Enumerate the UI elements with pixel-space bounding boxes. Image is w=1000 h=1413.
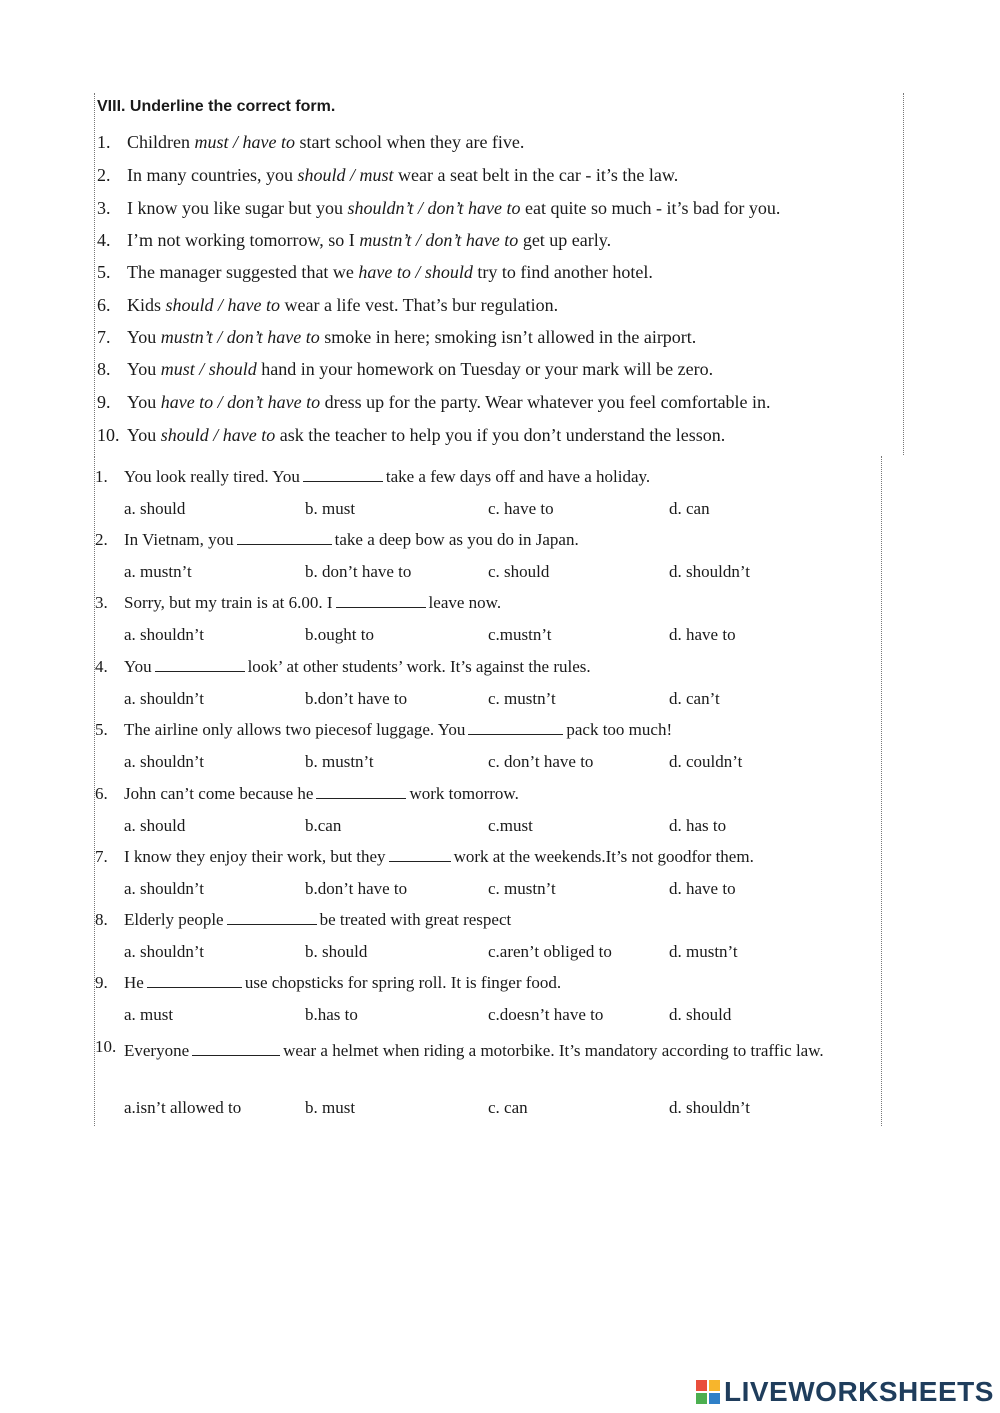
item-number: 6. [97, 295, 111, 315]
item-text-before: I know you like sugar but you [127, 198, 348, 218]
question-text-after: take a few days off and have a holiday. [385, 467, 651, 486]
choice-options[interactable]: mustn’t / don’t have to [359, 230, 519, 250]
choice-options[interactable]: must / should [160, 359, 257, 379]
answer-blank[interactable] [336, 593, 426, 608]
question-text-after: look’ at other students’ work. It’s against the rules. [247, 657, 591, 676]
option-a[interactable]: a. shouldn’t [124, 689, 204, 708]
answer-blank[interactable] [192, 1041, 280, 1056]
option-d[interactable]: d. shouldn’t [669, 562, 750, 581]
option-d[interactable]: d. have to [669, 625, 736, 644]
item-number: 4. [97, 230, 111, 250]
item-text-before: You [127, 392, 161, 412]
logo-square-yellow [709, 1380, 720, 1391]
option-d[interactable]: d. mustn’t [669, 942, 738, 961]
option-b[interactable]: b.don’t have to [305, 879, 408, 898]
choice-options[interactable]: have to / should [358, 262, 473, 282]
underline-item [97, 165, 907, 186]
question-text-before: In Vietnam, you [124, 530, 234, 549]
choice-options[interactable]: shouldn’t / don’t have to [347, 198, 521, 218]
question-text [124, 720, 672, 740]
question-number: 2. [95, 530, 108, 549]
item-text-after: get up early. [518, 230, 612, 250]
option-d[interactable]: d. has to [669, 816, 727, 835]
item-text-after: smoke in here; smoking isn’t allowed in the airport. [319, 327, 697, 347]
question-number: 10. [95, 1037, 117, 1056]
option-c[interactable]: c. have to [488, 499, 554, 518]
item-text-after: try to find another hotel. [472, 262, 653, 282]
question-text-before: You look really tired. You [124, 467, 300, 486]
underline-item [97, 327, 907, 348]
item-text-after: ask the teacher to help you if you don’t understand the lesson. [275, 425, 726, 445]
question-text-after: use chopsticks for spring roll. It is finger food. [244, 973, 562, 992]
choice-options[interactable]: must / have to [194, 132, 295, 152]
option-b[interactable]: b. don’t have to [305, 562, 412, 581]
item-number: 2. [97, 165, 111, 185]
option-d[interactable]: d. have to [669, 879, 736, 898]
question-text [124, 593, 501, 613]
option-a[interactable]: a. shouldn’t [124, 625, 204, 644]
option-a[interactable]: a. should [124, 499, 186, 518]
underline-item [97, 392, 907, 413]
question-text-before: Everyone [124, 1041, 190, 1060]
option-a[interactable]: a. shouldn’t [124, 879, 204, 898]
question-text-after: wear a helmet when riding a motorbike. It’s mandatory according to traffic law. [283, 1041, 824, 1060]
choice-options[interactable]: should / have to [165, 295, 281, 315]
underline-item [97, 198, 907, 219]
item-text-before: You [127, 327, 161, 347]
option-c[interactable]: c. don’t have to [488, 752, 594, 771]
item-text-after: hand in your homework on Tuesday or your mark will be zero. [256, 359, 714, 379]
option-b[interactable]: b. should [305, 942, 368, 961]
question-number: 3. [95, 593, 108, 612]
brand-name: LIVEWORKSHEETS [724, 1376, 994, 1407]
question-text [124, 784, 519, 804]
question-text-before: John can’t come because he [124, 784, 314, 803]
answer-blank[interactable] [468, 720, 563, 735]
underline-item [97, 359, 907, 380]
answer-blank[interactable] [227, 910, 317, 925]
option-a[interactable]: a. shouldn’t [124, 752, 204, 771]
option-b[interactable]: b.ought to [305, 625, 374, 644]
question-number: 6. [95, 784, 108, 803]
item-text-before: In many countries, you [127, 165, 298, 185]
logo-square-red [696, 1380, 707, 1391]
option-b[interactable]: b. must [305, 1098, 356, 1117]
item-number: 7. [97, 327, 111, 347]
question-text-after: be treated with great respect [319, 910, 512, 929]
option-c[interactable]: c.aren’t obliged to [488, 942, 612, 961]
underline-item [97, 132, 907, 153]
question-text [124, 657, 591, 677]
question-text-before: I know they enjoy their work, but they [124, 847, 386, 866]
option-a[interactable]: a. shouldn’t [124, 942, 204, 961]
question-text-after: take a deep bow as you do in Japan. [334, 530, 579, 549]
item-text-before: Kids [127, 295, 166, 315]
underline-item [97, 425, 907, 446]
choice-options[interactable]: should / must [297, 165, 394, 185]
item-number: 8. [97, 359, 111, 379]
answer-blank[interactable] [389, 847, 451, 862]
question-text [124, 530, 579, 550]
option-b[interactable]: b. mustn’t [305, 752, 374, 771]
question-text [124, 973, 561, 993]
option-a[interactable]: a. should [124, 816, 186, 835]
question-text-after: leave now. [428, 593, 502, 612]
choice-options[interactable]: have to / don’t have to [160, 392, 321, 412]
option-b[interactable]: b. must [305, 499, 356, 518]
item-text-after: wear a seat belt in the car - it’s the law. [393, 165, 679, 185]
underline-item [97, 230, 907, 251]
question-number: 9. [95, 973, 108, 992]
question-number: 5. [95, 720, 108, 739]
choice-options[interactable]: should / have to [160, 425, 276, 445]
option-b[interactable]: b.has to [305, 1005, 358, 1024]
item-text-after: wear a life vest. That’s bur regulation. [280, 295, 559, 315]
question-text-after: work tomorrow. [409, 784, 519, 803]
option-a[interactable]: a.isn’t allowed to [124, 1098, 242, 1117]
option-c[interactable]: c. mustn’t [488, 689, 556, 708]
underline-item [97, 262, 907, 283]
item-text-after: start school when they are five. [295, 132, 525, 152]
question-text-before: He [124, 973, 144, 992]
item-text-before: The manager suggested that we [127, 262, 359, 282]
option-c[interactable]: c. mustn’t [488, 879, 556, 898]
section-heading: VIII. Underline the correct form. [97, 98, 336, 115]
answer-blank[interactable] [316, 784, 406, 799]
option-d[interactable]: d. can’t [669, 689, 720, 708]
option-a[interactable]: a. must [124, 1005, 174, 1024]
option-d[interactable]: d. couldn’t [669, 752, 743, 771]
question-text-before: You [124, 657, 152, 676]
item-text-before: I’m not working tomorrow, so I [127, 230, 360, 250]
item-text-before: You [127, 425, 161, 445]
option-c[interactable]: c. should [488, 562, 550, 581]
question-text [124, 467, 650, 487]
liveworksheets-logo[interactable] [696, 1376, 994, 1408]
option-b[interactable]: b.can [305, 816, 342, 835]
question-text-after: pack too much! [566, 720, 673, 739]
question-text [124, 847, 754, 867]
option-c[interactable]: c.must [488, 816, 533, 835]
question-text-before: The airline only allows two piecesof luggage. You [124, 720, 466, 739]
question-number: 7. [95, 847, 108, 866]
item-number: 1. [97, 132, 111, 152]
question-text [124, 910, 511, 930]
question-number: 8. [95, 910, 108, 929]
question-text [124, 1037, 880, 1065]
answer-blank[interactable] [147, 973, 242, 988]
option-d[interactable]: d. can [669, 499, 710, 518]
option-c[interactable]: c.mustn’t [488, 625, 552, 644]
answer-blank[interactable] [155, 657, 245, 672]
option-c[interactable]: c.doesn’t have to [488, 1005, 604, 1024]
question-text-before: Elderly people [124, 910, 224, 929]
item-text-after: eat quite so much - it’s bad for you. [520, 198, 781, 218]
option-a[interactable]: a. mustn’t [124, 562, 192, 581]
question-number: 1. [95, 467, 108, 486]
option-d[interactable]: d. should [669, 1005, 732, 1024]
question-text-after: work at the weekends.It’s not goodfor them. [453, 847, 754, 866]
option-b[interactable]: b.don’t have to [305, 689, 408, 708]
underline-item [97, 295, 907, 316]
item-text-before: Children [127, 132, 195, 152]
question-text-before: Sorry, but my train is at 6.00. I [124, 593, 333, 612]
item-number: 3. [97, 198, 111, 218]
option-d[interactable]: d. shouldn’t [669, 1098, 750, 1117]
item-number: 5. [97, 262, 111, 282]
item-text-after: dress up for the party. Wear whatever you feel comfortable in. [320, 392, 771, 412]
answer-blank[interactable] [303, 467, 383, 482]
logo-square-green [696, 1393, 707, 1404]
question-number: 4. [95, 657, 108, 676]
item-number: 10. [97, 425, 120, 445]
choice-options[interactable]: mustn’t / don’t have to [160, 327, 320, 347]
option-c[interactable]: c. can [488, 1098, 528, 1117]
liveworksheets-logo-icon [696, 1380, 720, 1404]
item-text-before: You [127, 359, 161, 379]
answer-blank[interactable] [237, 530, 332, 545]
item-number: 9. [97, 392, 111, 412]
logo-square-blue [709, 1393, 720, 1404]
